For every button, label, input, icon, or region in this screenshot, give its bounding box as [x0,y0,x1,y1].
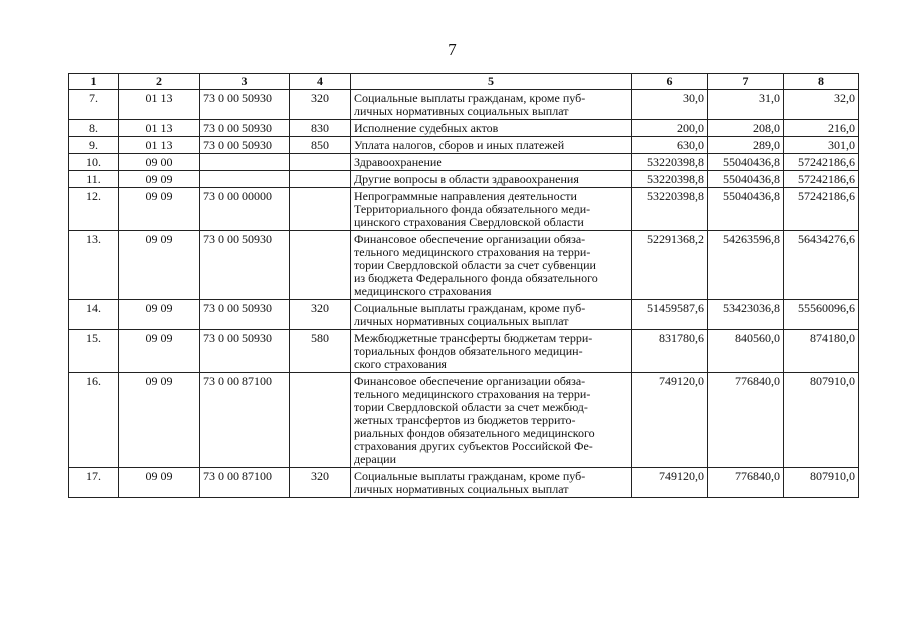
amount-year3-cell: 216,0 [784,120,859,137]
table-row [69,120,859,137]
article-code-cell: 73 0 00 50930 [200,300,290,330]
amount-year1-cell: 51459587,6 [632,300,708,330]
row-number-cell: 7. [69,90,119,120]
amount-year2-cell: 208,0 [708,120,784,137]
section-code-cell: 09 09 [119,468,200,498]
item-name-cell: Другие вопросы в области здравоохранения [351,171,632,188]
article-code-cell: 73 0 00 87100 [200,468,290,498]
item-name-cell: Межбюджетные трансферты бюджетам терри- ториальных фондов обязательного медицин- ского страхования [351,330,632,373]
section-code-cell: 09 09 [119,171,200,188]
table-body [69,90,859,498]
item-name-cell: Исполнение судебных актов [351,120,632,137]
item-name-cell: Финансовое обеспечение организации обяза- тельного медицинского страхования на терри- тории Свердловской области за счет межбюд- жетных трансфертов из бюджетов террито- риальных фондов обязательного медицинского страхования других субъектов Российской Фе- дерации [351,373,632,468]
section-code-cell: 09 09 [119,330,200,373]
table-row [69,330,859,373]
budget-table [68,73,859,498]
column-header-4: 4 [290,74,351,90]
expense-type-cell: 850 [290,137,351,154]
table-row [69,468,859,498]
expense-type-cell [290,154,351,171]
column-header-3: 3 [200,74,290,90]
column-header-6: 6 [632,74,708,90]
table-row [69,373,859,468]
amount-year2-cell: 289,0 [708,137,784,154]
column-header-1: 1 [69,74,119,90]
amount-year3-cell: 55560096,6 [784,300,859,330]
section-code-cell: 01 13 [119,120,200,137]
table-row [69,188,859,231]
item-name-cell: Социальные выплаты гражданам, кроме пуб- личных нормативных социальных выплат [351,468,632,498]
item-name-cell: Здравоохранение [351,154,632,171]
expense-type-cell: 580 [290,330,351,373]
amount-year1-cell: 749120,0 [632,373,708,468]
item-name-cell: Финансовое обеспечение организации обяза- тельного медицинского страхования на терри- тории Свердловской области за счет субвенции из бюджета Федерального фонда обязательного медицинского страхования [351,231,632,300]
expense-type-cell [290,171,351,188]
section-code-cell: 09 09 [119,300,200,330]
row-number-cell: 10. [69,154,119,171]
amount-year1-cell: 30,0 [632,90,708,120]
amount-year1-cell: 52291368,2 [632,231,708,300]
article-code-cell: 73 0 00 50930 [200,137,290,154]
row-number-cell: 8. [69,120,119,137]
item-name-cell: Социальные выплаты гражданам, кроме пуб- личных нормативных социальных выплат [351,90,632,120]
expense-type-cell: 830 [290,120,351,137]
article-code-cell [200,171,290,188]
row-number-cell: 14. [69,300,119,330]
expense-type-cell: 320 [290,90,351,120]
amount-year1-cell: 630,0 [632,137,708,154]
expense-type-cell [290,231,351,300]
table-row [69,137,859,154]
expense-type-cell [290,373,351,468]
page-number: 7 [448,40,457,59]
item-name-cell: Уплата налогов, сборов и иных платежей [351,137,632,154]
amount-year3-cell: 874180,0 [784,330,859,373]
column-header-2: 2 [119,74,200,90]
column-header-5: 5 [351,74,632,90]
amount-year1-cell: 53220398,8 [632,171,708,188]
amount-year2-cell: 31,0 [708,90,784,120]
table-row [69,171,859,188]
row-number-cell: 15. [69,330,119,373]
amount-year3-cell: 56434276,6 [784,231,859,300]
section-code-cell: 09 00 [119,154,200,171]
amount-year1-cell: 831780,6 [632,330,708,373]
table-row [69,300,859,330]
section-code-cell: 01 13 [119,137,200,154]
row-number-cell: 11. [69,171,119,188]
item-name-cell: Непрограммные направления деятельности Территориального фонда обязательного меди- цинского страхования Свердловской области [351,188,632,231]
amount-year1-cell: 53220398,8 [632,188,708,231]
amount-year3-cell: 301,0 [784,137,859,154]
amount-year1-cell: 749120,0 [632,468,708,498]
amount-year2-cell: 53423036,8 [708,300,784,330]
amount-year2-cell: 55040436,8 [708,171,784,188]
table-row [69,90,859,120]
amount-year3-cell: 57242186,6 [784,188,859,231]
expense-type-cell: 320 [290,300,351,330]
amount-year3-cell: 57242186,6 [784,154,859,171]
row-number-cell: 12. [69,188,119,231]
row-number-cell: 16. [69,373,119,468]
amount-year2-cell: 776840,0 [708,468,784,498]
amount-year2-cell: 840560,0 [708,330,784,373]
table-row [69,231,859,300]
expense-type-cell: 320 [290,468,351,498]
article-code-cell: 73 0 00 50930 [200,330,290,373]
amount-year2-cell: 55040436,8 [708,188,784,231]
article-code-cell: 73 0 00 50930 [200,231,290,300]
section-code-cell: 01 13 [119,90,200,120]
amount-year3-cell: 32,0 [784,90,859,120]
amount-year1-cell: 200,0 [632,120,708,137]
article-code-cell: 73 0 00 50930 [200,120,290,137]
amount-year1-cell: 53220398,8 [632,154,708,171]
column-header-7: 7 [708,74,784,90]
item-name-cell: Социальные выплаты гражданам, кроме пуб- личных нормативных социальных выплат [351,300,632,330]
table-row [69,154,859,171]
amount-year3-cell: 807910,0 [784,468,859,498]
column-header-8: 8 [784,74,859,90]
section-code-cell: 09 09 [119,188,200,231]
section-code-cell: 09 09 [119,373,200,468]
expense-type-cell [290,188,351,231]
row-number-cell: 17. [69,468,119,498]
row-number-cell: 9. [69,137,119,154]
article-code-cell: 73 0 00 00000 [200,188,290,231]
amount-year2-cell: 55040436,8 [708,154,784,171]
amount-year2-cell: 776840,0 [708,373,784,468]
amount-year2-cell: 54263596,8 [708,231,784,300]
amount-year3-cell: 807910,0 [784,373,859,468]
header-row [69,74,859,90]
amount-year3-cell: 57242186,6 [784,171,859,188]
row-number-cell: 13. [69,231,119,300]
article-code-cell [200,154,290,171]
article-code-cell: 73 0 00 87100 [200,373,290,468]
article-code-cell: 73 0 00 50930 [200,90,290,120]
section-code-cell: 09 09 [119,231,200,300]
